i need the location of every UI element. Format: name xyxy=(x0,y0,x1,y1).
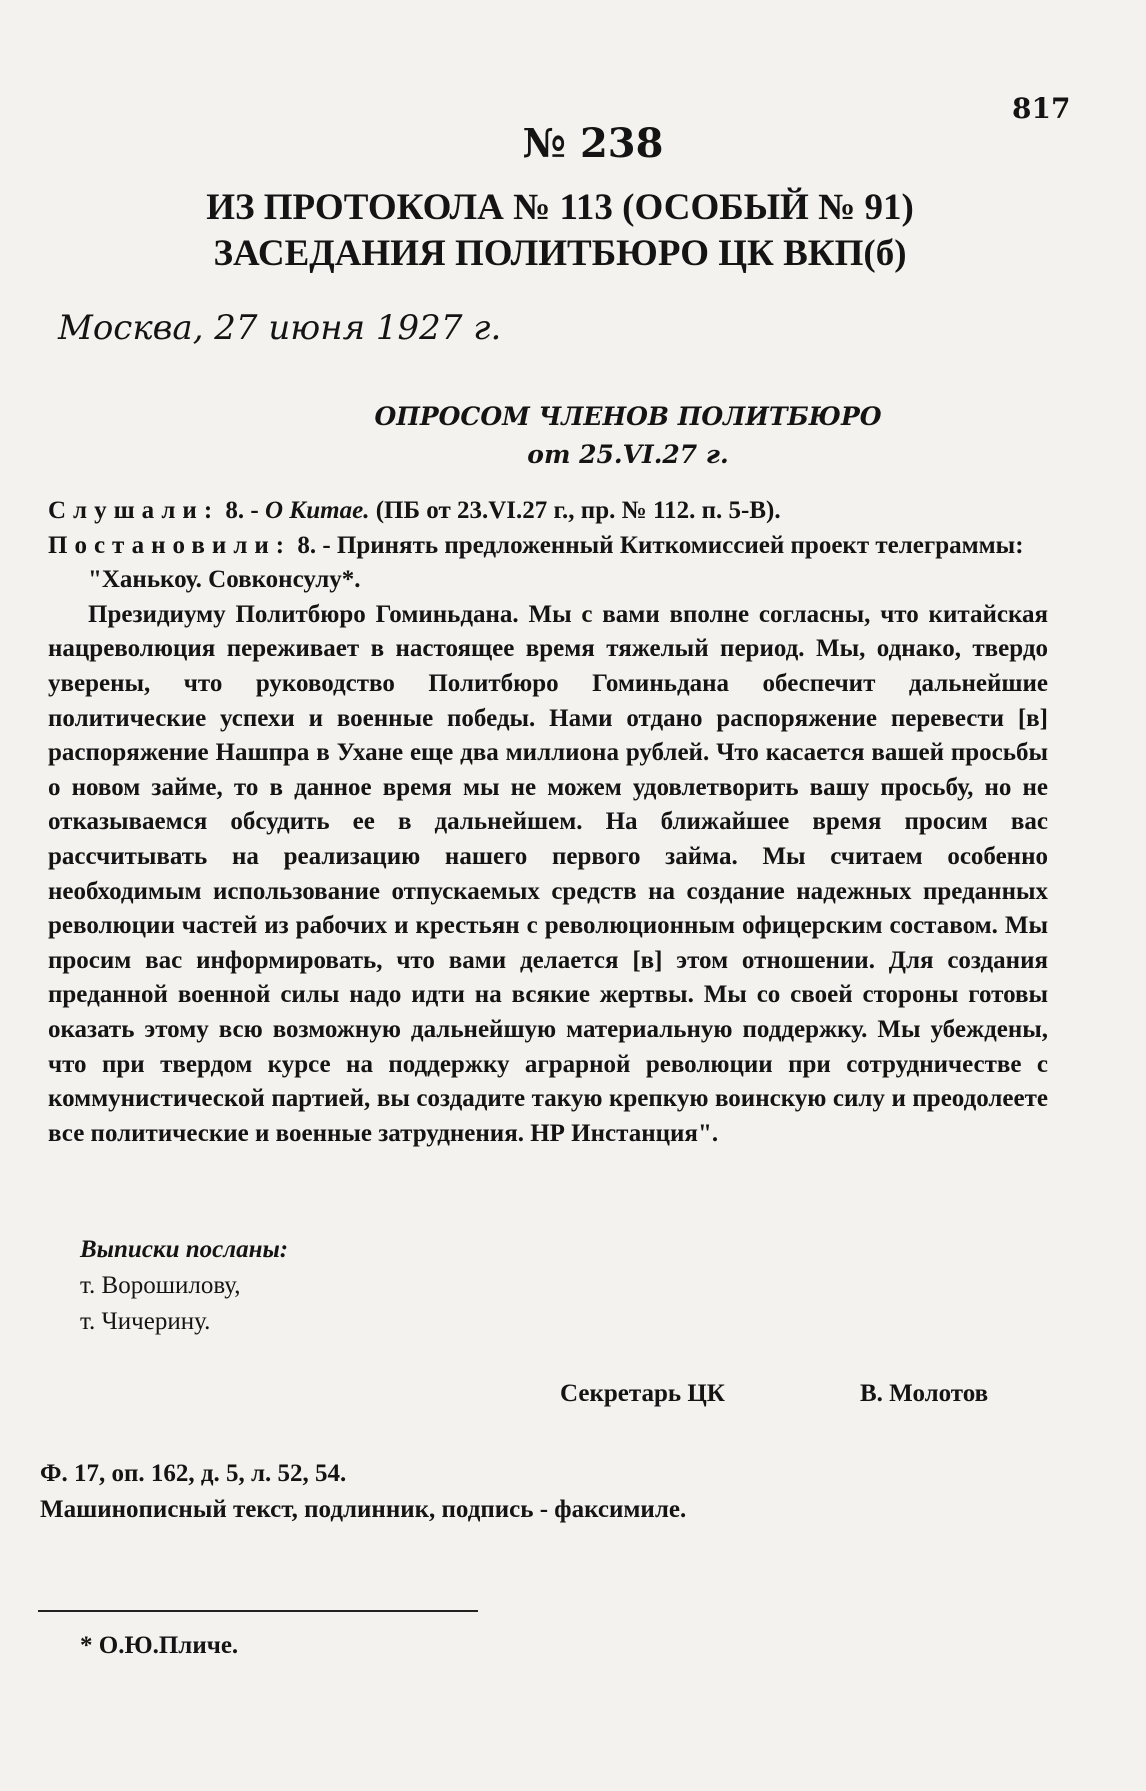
footnote-divider xyxy=(38,1610,478,1612)
footnote: * О.Ю.Пличе. xyxy=(80,1632,239,1659)
page-number: 817 xyxy=(1012,92,1071,125)
telegram-body: Президиуму Политбюро Гоминьдана. Мы с вами вполне согласны, что китайская нацреволюция переживает в настоящее время тяжелый период. Мы, однако, твердо уверены, что руководство Политбюро Гоминьдана обеспечит дальнейшие политические успехи и военные победы. Нами отдано распоряжение перевести [в] распоряжение Нашпра в Ухане еще два миллиона рублей. Что касается вашей просьбы о новом займе, то в данное время мы не можем удовлетворить вашу просьбу, но не отказываемся обсудить ее в дальнейшем. На ближайшее время просим вас рассчитывать на реализацию нашего первого займа. Мы считаем особенно необходимым использование отпускаемых средств на создание надежных преданных революции частей из рабочих и крестьян с революционным офицерским составом. Мы просим вас информировать, что вами делается [в] этом отношении. Для создания преданной военной силы надо идти на всякие жертвы. Мы со своей стороны готовы оказать этому всю возможную дальнейшую материальную поддержку. Мы убеждены, что при твердом курсе на поддержку аграрной революции при сотрудничестве с коммунистической партией, вы создадите такую крепкую воинскую силу и преодолеете все политические и военные затруднения. НР Инстанция". xyxy=(48,600,1048,1147)
decided-label: Постановили: xyxy=(48,531,292,559)
poll-heading xyxy=(0,398,1146,474)
archive-info xyxy=(40,1456,686,1528)
document-number: № 238 xyxy=(522,120,664,167)
telegram-address: "Ханькоу. Совконсулу*. xyxy=(88,566,361,594)
signature-position: Секретарь ЦК xyxy=(560,1380,725,1407)
heard-rest: (ПБ от 23.VI.27 г., пр. № 112. п. 5-В). xyxy=(369,497,781,524)
place-date: Москва, 27 июня 1927 г. xyxy=(58,308,502,348)
heard-label: Слушали: xyxy=(48,497,220,524)
document-title xyxy=(40,185,1080,277)
heard-item-prefix: 8. - xyxy=(225,497,265,524)
signature-name: В. Молотов xyxy=(860,1380,989,1407)
decided-paragraph xyxy=(48,529,1048,564)
title-line-1: ИЗ ПРОТОКОЛА № 113 (ОСОБЫЙ № 91) xyxy=(206,187,914,228)
title-line-2: ЗАСЕДАНИЯ ПОЛИТБЮРО ЦК ВКП(б) xyxy=(213,233,907,274)
extracts-recipient: т. Чичерину. xyxy=(80,1308,211,1335)
poll-line-2: от 25.VI.27 г. xyxy=(527,440,729,469)
heard-paragraph xyxy=(48,494,1048,529)
decided-text: 8. - Принять предложенный Киткомиссией проект телеграммы: xyxy=(297,531,1024,559)
protocol-body xyxy=(48,494,1048,1151)
extracts-block xyxy=(80,1232,288,1340)
heard-subject: О Китае. xyxy=(265,497,370,524)
extracts-heading: Выписки посланы: xyxy=(80,1236,289,1263)
poll-line-1: ОПРОСОМ ЧЛЕНОВ ПОЛИТБЮРО xyxy=(374,402,882,431)
archive-description: Машинописный текст, подлинник, подпись - факсимиле. xyxy=(40,1496,687,1523)
extracts-recipient: т. Ворошилову, xyxy=(80,1272,241,1299)
archive-reference: Ф. 17, оп. 162, д. 5, л. 52, 54. xyxy=(40,1460,347,1487)
